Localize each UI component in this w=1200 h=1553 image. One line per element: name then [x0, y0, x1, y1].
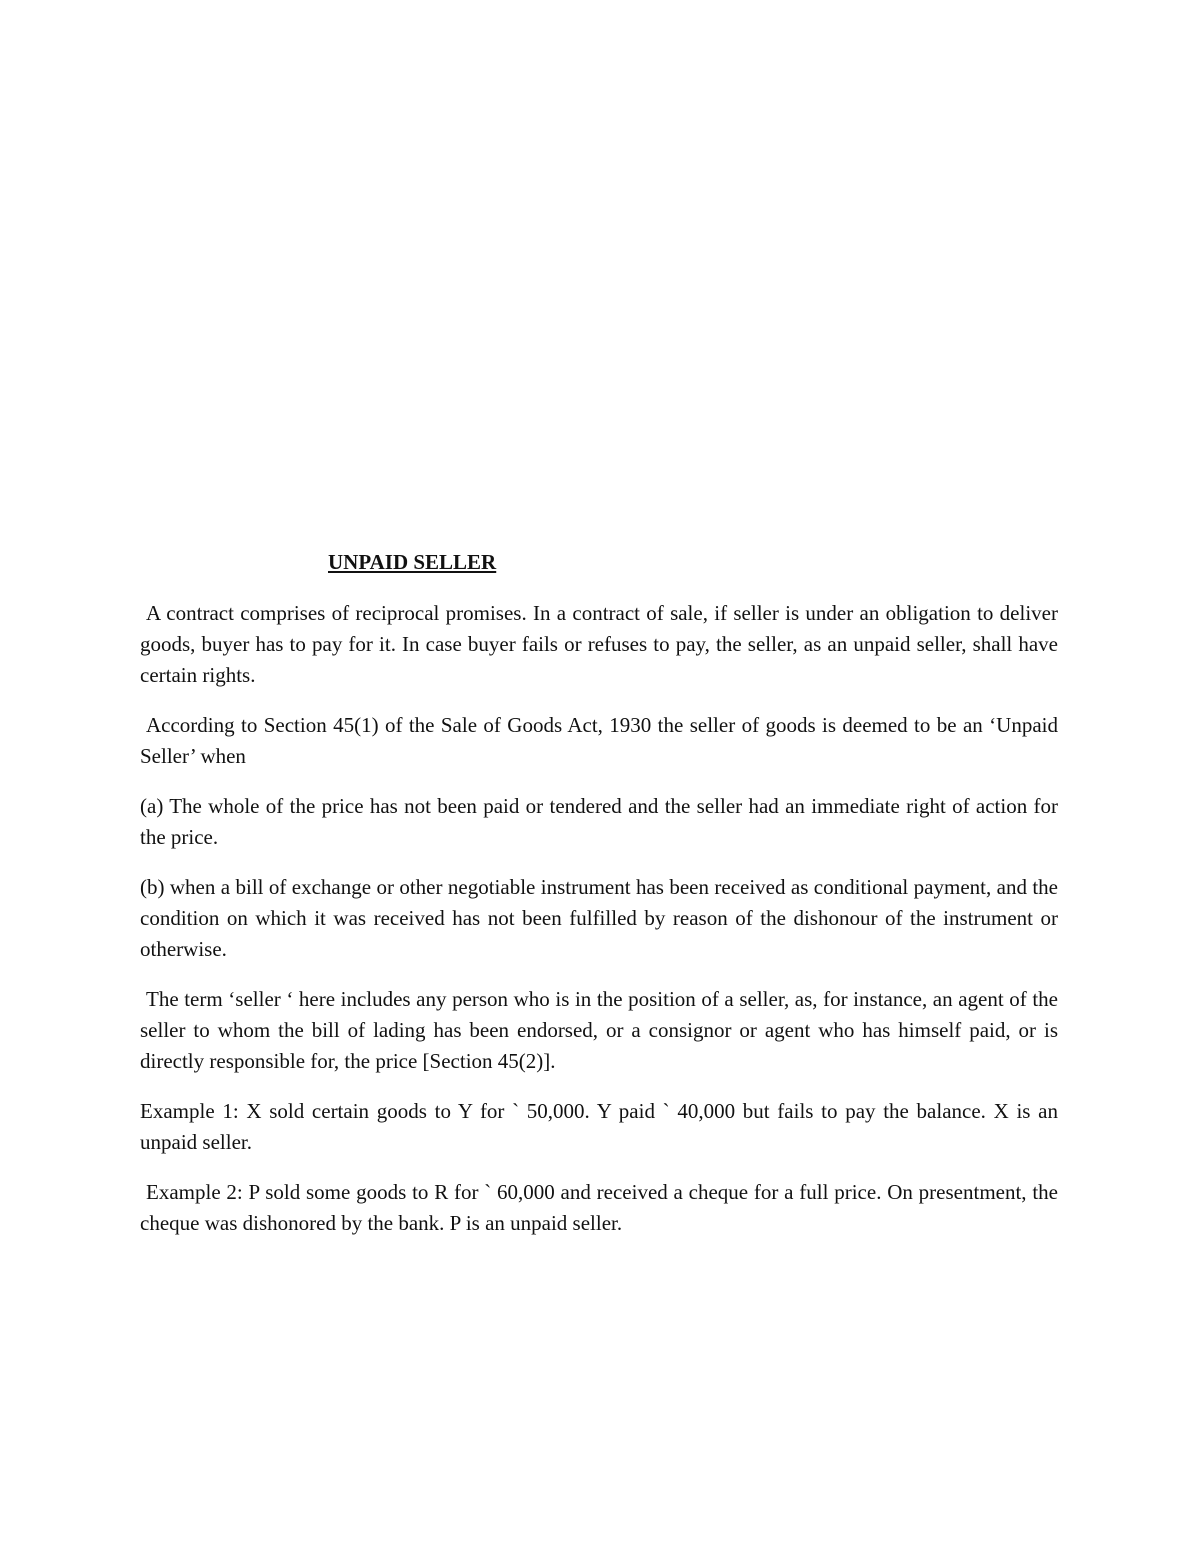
- paragraph-example-2: Example 2: P sold some goods to R for ` 60,000 and received a cheque for a full price. On presentment, the cheque was dishonored by the bank. P is an unpaid seller.: [140, 1180, 1058, 1235]
- document-body: [140, 546, 1058, 1239]
- paragraph-example-1: Example 1: X sold certain goods to Y for ` 50,000. Y paid ` 40,000 but fails to pay the balance. X is an unpaid seller.: [140, 1099, 1058, 1154]
- document-title: UNPAID SELLER: [328, 550, 497, 574]
- paragraph-section-45-1: According to Section 45(1) of the Sale of Goods Act, 1930 the seller of goods is deemed to be an ‘Unpaid Seller’ when: [140, 713, 1058, 768]
- paragraph-condition-b: (b) when a bill of exchange or other negotiable instrument has been received as conditional payment, and the condition on which it was received has not been fulfilled by reason of the dishonour of the instrument or otherwise.: [140, 875, 1058, 961]
- paragraph-condition-a: (a) The whole of the price has not been paid or tendered and the seller had an immediate right of action for the price.: [140, 794, 1058, 849]
- paragraph-intro: A contract comprises of reciprocal promises. In a contract of sale, if seller is under an obligation to deliver goods, buyer has to pay for it. In case buyer fails or refuses to pay, the seller, as an unpaid seller, shall have certain rights.: [140, 601, 1058, 687]
- paragraph-seller-term: The term ‘seller ‘ here includes any person who is in the position of a seller, as, for instance, an agent of the seller to whom the bill of lading has been endorsed, or a consignor or agent who has himself paid, or is directly responsible for, the price [Section 45(2)].: [140, 987, 1058, 1073]
